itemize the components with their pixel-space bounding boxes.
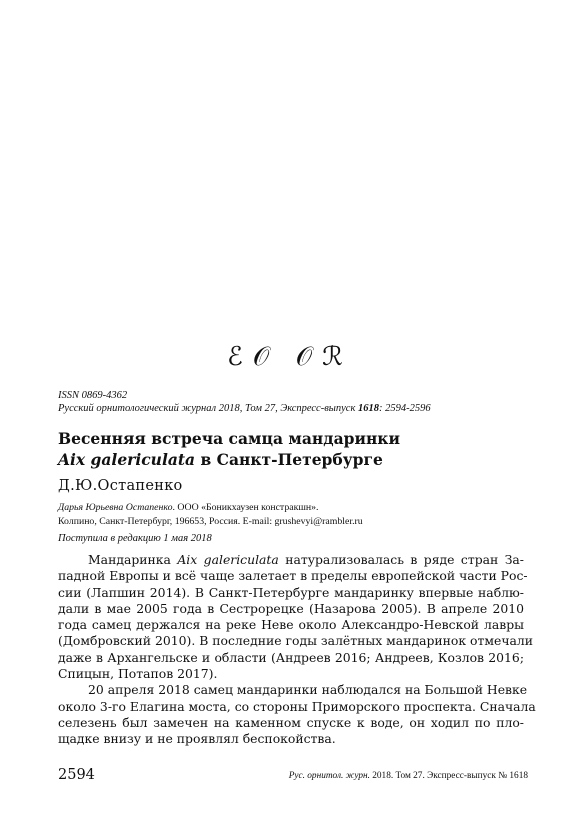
body-line: 20 апреля 2018 самец мандаринки наблюдался на Большой Невке — [88, 682, 528, 698]
journal-pages: : 2594-2596 — [379, 403, 431, 414]
title-line-2 — [58, 449, 528, 470]
issn: ISSN 0869-4362 — [58, 390, 128, 401]
body-text: натурализовалась в ряде стран За- — [278, 552, 524, 567]
body-line: щадке внизу и не проявлял беспокойства. — [58, 731, 336, 747]
body-line: селезень был замечен на каменном спуске к воде, он ходил по пло- — [58, 714, 524, 730]
affiliation-line-1 — [58, 501, 538, 515]
affiliation-line-2: Колпино, Санкт-Петербург, 196653, Россия. E-mail: grushevyi@rambler.ru — [58, 516, 363, 527]
body-line: Спицын, Потапов 2017). — [58, 666, 218, 682]
body-line: падной Европы и всё чаще залетает в пределы европейской части Рос- — [58, 568, 528, 584]
body-line — [58, 552, 524, 568]
journal-citation-prefix: Русский орнитологический журнал 2018, Том 27, Экспресс-выпуск — [58, 403, 358, 414]
paragraph-2 — [58, 682, 536, 747]
body-line: (Домбровский 2010). В последние годы залётных мандаринок отмечали — [58, 633, 534, 649]
article-body — [58, 552, 536, 748]
title-line-2-rest: в Санкт-Петербурге — [195, 450, 383, 469]
paragraph-1 — [58, 552, 534, 682]
journal-citation — [58, 402, 538, 415]
footer-issue: 2018. Том 27. Экспресс-выпуск № 1618 — [369, 771, 528, 781]
title-line-1: Весенняя встреча самца мандаринки — [58, 429, 400, 448]
running-footer — [289, 771, 528, 781]
footer-journal-abbrev: Рус. орнитол. журн. — [288, 771, 370, 781]
page-number: 2594 — [58, 767, 95, 783]
affiliation-organization: . ООО «Боникхаузен констракшн». — [172, 502, 319, 513]
author-affiliation — [58, 501, 538, 529]
article-title — [58, 428, 528, 470]
body-line: около 3-го Елагина моста, со стороны Приморского проспекта. Сначала — [58, 698, 536, 714]
title-latin-name: Aix galericulata — [58, 450, 196, 469]
body-latin-name: Aix galericulata — [177, 552, 279, 567]
journal-issue-number: 1618 — [358, 403, 379, 414]
body-line: дали в мае 2005 года в Сестрорецке (Назарова 2005). В апреле 2010 — [58, 600, 524, 616]
body-line: даже в Архангельске и области (Андреев 2016; Андреев, Козлов 2016; — [58, 649, 524, 665]
author: Д.Ю.Остапенко — [58, 478, 183, 494]
affiliation-author-name: Дарья Юрьевна Остапенко — [58, 502, 173, 513]
body-text: Мандаринка — [88, 552, 178, 567]
ornament-divider: ℰ𝒪 𝒪ℛ — [227, 342, 353, 371]
body-line: сии (Лапшин 2014). В Санкт-Петербурге мандаринку впервые наблю- — [58, 584, 524, 600]
body-line: года самец держался на реке Неве около Александро-Невской лавры — [58, 617, 524, 633]
received-date: Поступила в редакцию 1 мая 2018 — [58, 533, 212, 544]
